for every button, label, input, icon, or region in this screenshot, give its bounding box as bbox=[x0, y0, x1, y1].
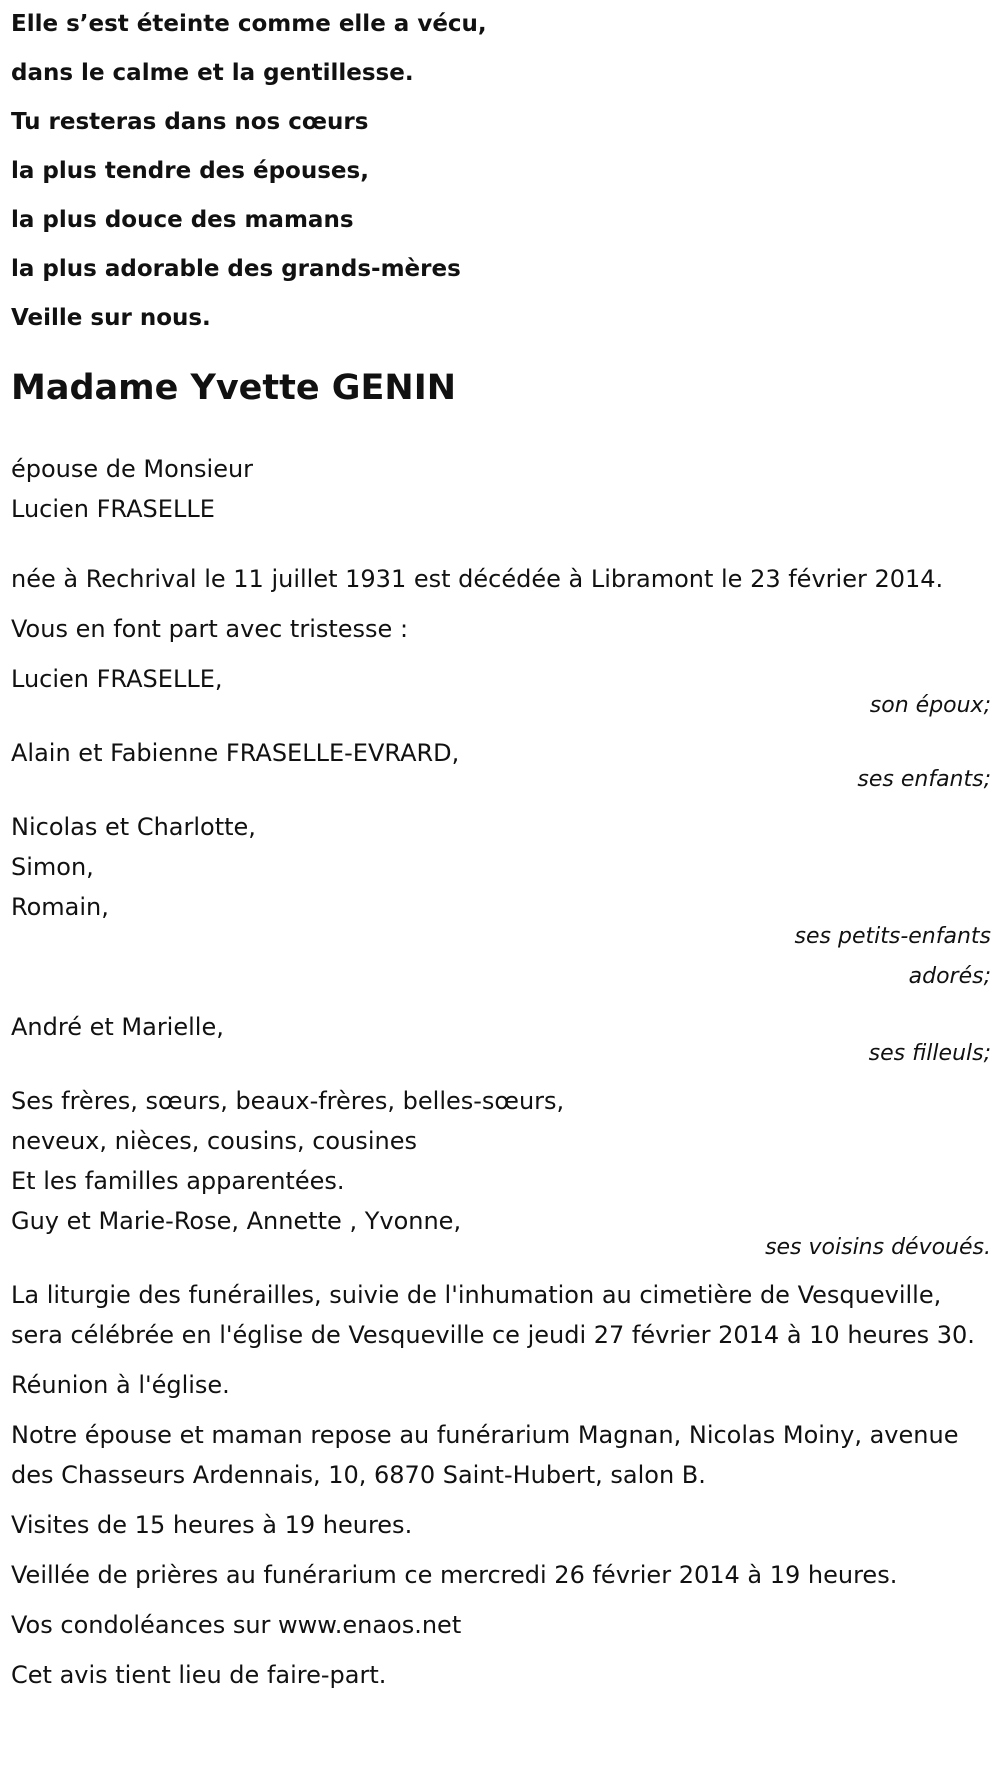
poem-line: la plus adorable des grands-mères bbox=[11, 256, 461, 282]
family-name: Et les familles apparentées. bbox=[11, 1167, 345, 1195]
deceased-name: Madame Yvette GENIN bbox=[11, 368, 457, 408]
visits-info: Visites de 15 heures à 19 heures. bbox=[11, 1511, 413, 1539]
family-role: son époux; bbox=[869, 693, 991, 718]
family-entry bbox=[11, 1081, 991, 1265]
condolences-info: Vos condoléances sur www.enaos.net bbox=[11, 1611, 462, 1639]
poem-line: dans le calme et la gentillesse. bbox=[11, 60, 414, 86]
poem bbox=[11, 0, 991, 343]
family-list bbox=[11, 659, 991, 1265]
rest-place-info: Notre épouse et maman repose au funérarium Magnan, Nicolas Moiny, avenue des Chasseurs Ardennais, 10, 6870 Saint-Hubert, salon B. bbox=[11, 1421, 959, 1489]
family-entry bbox=[11, 733, 991, 797]
poem-line: Elle s’est éteinte comme elle a vécu, bbox=[11, 11, 487, 37]
family-role: ses filleuls; bbox=[868, 1041, 991, 1066]
spouse-line: Lucien FRASELLE bbox=[11, 495, 215, 523]
family-name: Alain et Fabienne FRASELLE-EVRARD, bbox=[11, 739, 460, 767]
poem-line: la plus tendre des épouses, bbox=[11, 158, 369, 184]
family-role: ses petits-enfants adorés; bbox=[794, 924, 991, 989]
family-name: Lucien FRASELLE, bbox=[11, 665, 223, 693]
family-entry bbox=[11, 1007, 991, 1071]
family-entry bbox=[11, 807, 991, 997]
family-name: Ses frères, sœurs, beaux-frères, belles-sœurs, bbox=[11, 1087, 565, 1115]
family-role: ses voisins dévoués. bbox=[765, 1235, 991, 1260]
family-name: neveux, nièces, cousins, cousines bbox=[11, 1127, 417, 1155]
family-name: Guy et Marie-Rose, Annette , Yvonne, bbox=[11, 1207, 462, 1235]
poem-line: Veille sur nous. bbox=[11, 305, 211, 331]
spouse-line: épouse de Monsieur bbox=[11, 455, 254, 483]
announcement-intro: Vous en font part avec tristesse : bbox=[11, 615, 409, 643]
spouse-info bbox=[11, 449, 991, 529]
poem-line: la plus douce des mamans bbox=[11, 207, 354, 233]
meeting-info: Réunion à l'église. bbox=[11, 1371, 230, 1399]
closing-note: Cet avis tient lieu de faire-part. bbox=[11, 1661, 387, 1689]
obituary-notice bbox=[11, 0, 991, 1705]
birth-death: née à Rechrival le 11 juillet 1931 est décédée à Libramont le 23 février 2014. bbox=[11, 565, 944, 593]
family-name: Romain, bbox=[11, 893, 109, 921]
family-name: Nicolas et Charlotte, bbox=[11, 813, 256, 841]
funeral-info: La liturgie des funérailles, suivie de l'inhumation au cimetière de Vesqueville, sera célébrée en l'église de Vesqueville ce jeudi 27 février 2014 à 10 heures 30. bbox=[11, 1281, 975, 1349]
family-name: Simon, bbox=[11, 853, 94, 881]
family-role: ses enfants; bbox=[857, 767, 991, 792]
family-entry bbox=[11, 659, 991, 723]
poem-line: Tu resteras dans nos cœurs bbox=[11, 109, 369, 135]
vigil-info: Veillée de prières au funérarium ce mercredi 26 février 2014 à 19 heures. bbox=[11, 1561, 898, 1589]
family-name: André et Marielle, bbox=[11, 1013, 224, 1041]
family-role-wrap bbox=[11, 917, 991, 997]
